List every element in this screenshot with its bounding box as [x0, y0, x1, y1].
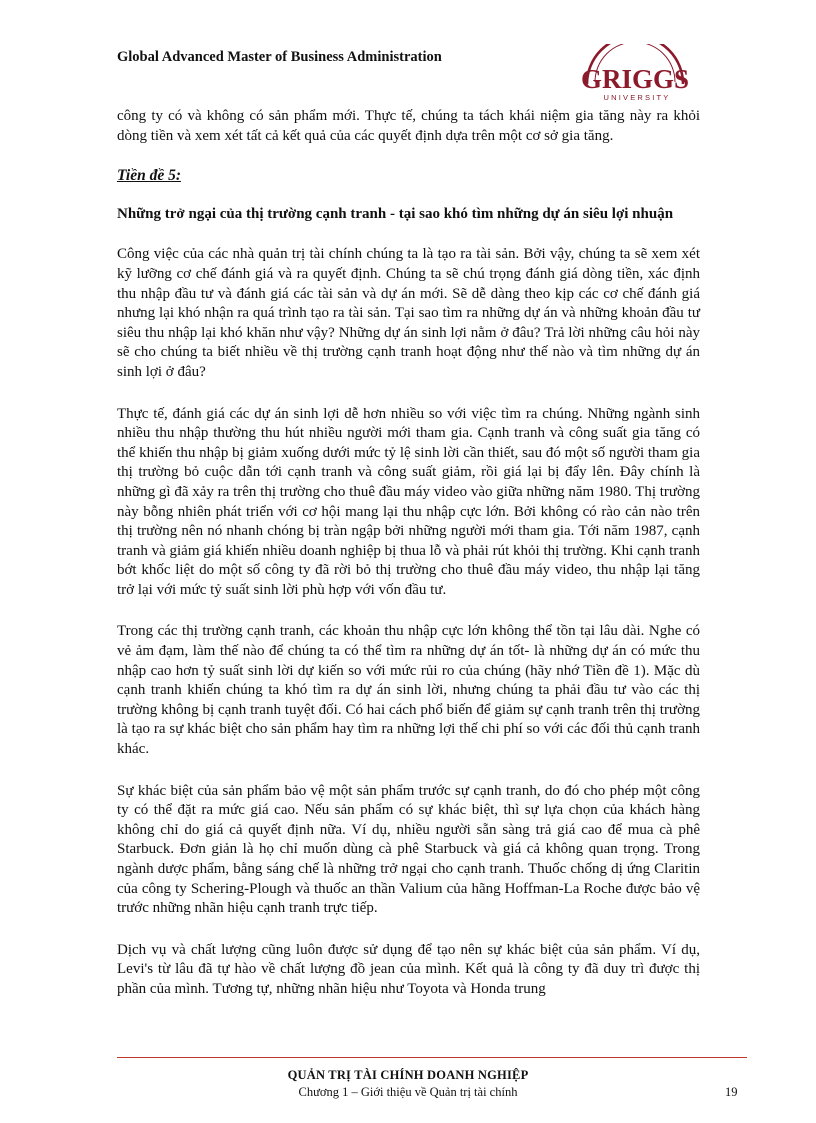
body-paragraph-5: Dịch vụ và chất lượng cũng luôn được sử dụng để tạo nên sự khác biệt của sản phẩm. Ví dụ, Levi's từ lâu đã tự hào về chất lượng đồ jean của mình. Kết quả là công ty đã duy trì được thị phần của mình. Tương tự, những nhãn hiệu như Toyota và Honda trung: [117, 941, 700, 997]
intro-paragraph: công ty có và không có sản phẩm mới. Thực tế, chúng ta tách khái niệm gia tăng này ra khỏi dòng tiền và xem xét tất cả kết quả của các quyết định dựa trên một cơ sở gia tăng.: [117, 108, 700, 144]
document-header-title: Global Advanced Master of Business Administration: [117, 49, 442, 65]
logo-word: GRIGGS: [580, 64, 690, 94]
griggs-university-logo: [565, 44, 705, 106]
footer-subtitle: Chương 1 – Giới thiệu về Quản trị tài chính: [298, 1085, 518, 1099]
body-paragraph-3: Trong các thị trường cạnh tranh, các khoản thu nhập cực lớn không thể tồn tại lâu dài. Nghe có vẻ ảm đạm, làm thế nào để chúng ta có thể tìm ra những dự án tốt- là những dự án có mức thu nhập cao hơn tỷ suất sinh lời dự kiến so với mức rủi ro của chúng (hãy nhớ Tiền đề 1). Mặc dù cạnh tranh khiến chúng ta khó tìm ra dự án sinh lời, nhưng chúng ta phải đầu tư vào các thị trường không bị cạnh tranh tuyệt đối. Có hai cách phổ biến để giảm sự cạnh tranh trên thị trường là tạo ra sự khác biệt cho sản phẩm hay tìm ra những lợi thế chi phí so với các đối thủ cạnh tranh khác.: [117, 623, 700, 758]
body-paragraph-1: Công việc của các nhà quản trị tài chính chúng ta là tạo ra tài sản. Bởi vậy, chúng ta sẽ xem xét kỹ lưỡng cơ chế đánh giá và ra quyết định. Chúng ta sẽ chú trọng đánh giá dòng tiền, xác định thu nhập đầu tư và đánh giá các tài sản và dự án mới. Sẽ dễ dàng theo kịp các cơ chế đánh giá nhưng lại khó nhận ra quá trình tạo ra tài sản. Tại sao tìm ra những dự án và những khoản đầu tư siêu thu nhập lại khó khăn như vậy? Những dự án sinh lợi nằm ở đâu? Trả lời những câu hỏi này sẽ cho chúng ta biết nhiều về thị trường cạnh tranh hoạt động như thế nào và tìm những dự án sinh lợi ở đâu?: [117, 246, 700, 380]
footer-divider: [117, 1057, 747, 1058]
footer-title: QUẢN TRỊ TÀI CHÍNH DOANH NGHIỆP: [287, 1068, 529, 1082]
section-title: Tiền đề 5:: [117, 167, 181, 185]
body-paragraph-4: Sự khác biệt của sản phẩm bảo vệ một sản phẩm trước sự cạnh tranh, do đó cho phép một công ty có thể đặt ra mức giá cao. Nếu sản phẩm có sự khác biệt, thì sự lựa chọn của khách hàng không chỉ do giá cả quyết định nữa. Ví dụ, nhiều người sẵn sàng trả giá cao để mua cà phê Starbuck. Đơn giản là họ chỉ muốn dùng cà phê Starbuck và giá cả không quan trọng. Trong ngành dược phẩm, bằng sáng chế là những trở ngại cho cạnh tranh. Thuốc chống dị ứng Claritin của công ty Schering-Plough và thuốc an thần Valium của hãng Hoffman-La Roche được bảo vệ trước những nhãn hiệu cạnh tranh trực tiếp.: [117, 782, 700, 917]
section-subheading: Những trở ngại của thị trường cạnh tranh - tại sao khó tìm những dự án siêu lợi nhuận: [117, 205, 674, 222]
page-number: 19: [725, 1085, 738, 1099]
body-paragraph-2: Thực tế, đánh giá các dự án sinh lợi dễ hơn nhiều so với việc tìm ra chúng. Những ngành sinh nhiều thu nhập thường thu hút nhiều người mới tham gia. Cạnh tranh và công suất gia tăng có thể khiến thu nhập bị giảm xuống dưới mức tỷ lệ sinh lời cần thiết, sau đó một số người tham gia thị trường bỏ cuộc dẫn tới cạnh tranh và công suất giảm, rồi giá lại bị đẩy lên. Đây chính là những gì đã xảy ra trên thị trường cho thuê đầu máy video vào giữa những năm 1980. Thị trường này bỗng nhiên phát triển với cơ hội mang lại thu nhập cực lớn. Bởi không có rào cản nào trên thị trường nên nó nhanh chóng bị tràn ngập bởi những người mới tham gia. Tới năm 1987, cạnh tranh và giảm giá khiến nhiều doanh nghiệp bị thua lỗ và phải rút khỏi thị trường. Khi cạnh tranh bớt khốc liệt do một số công ty đã rời bỏ thị trường cho thuê đầu máy video, thu nhập lại tăng trở lại với mức tỷ suất sinh lời phù hợp với vốn đầu tư.: [117, 405, 700, 598]
logo-subtitle: UNIVERSITY: [603, 93, 671, 102]
page-body: [117, 107, 700, 1022]
